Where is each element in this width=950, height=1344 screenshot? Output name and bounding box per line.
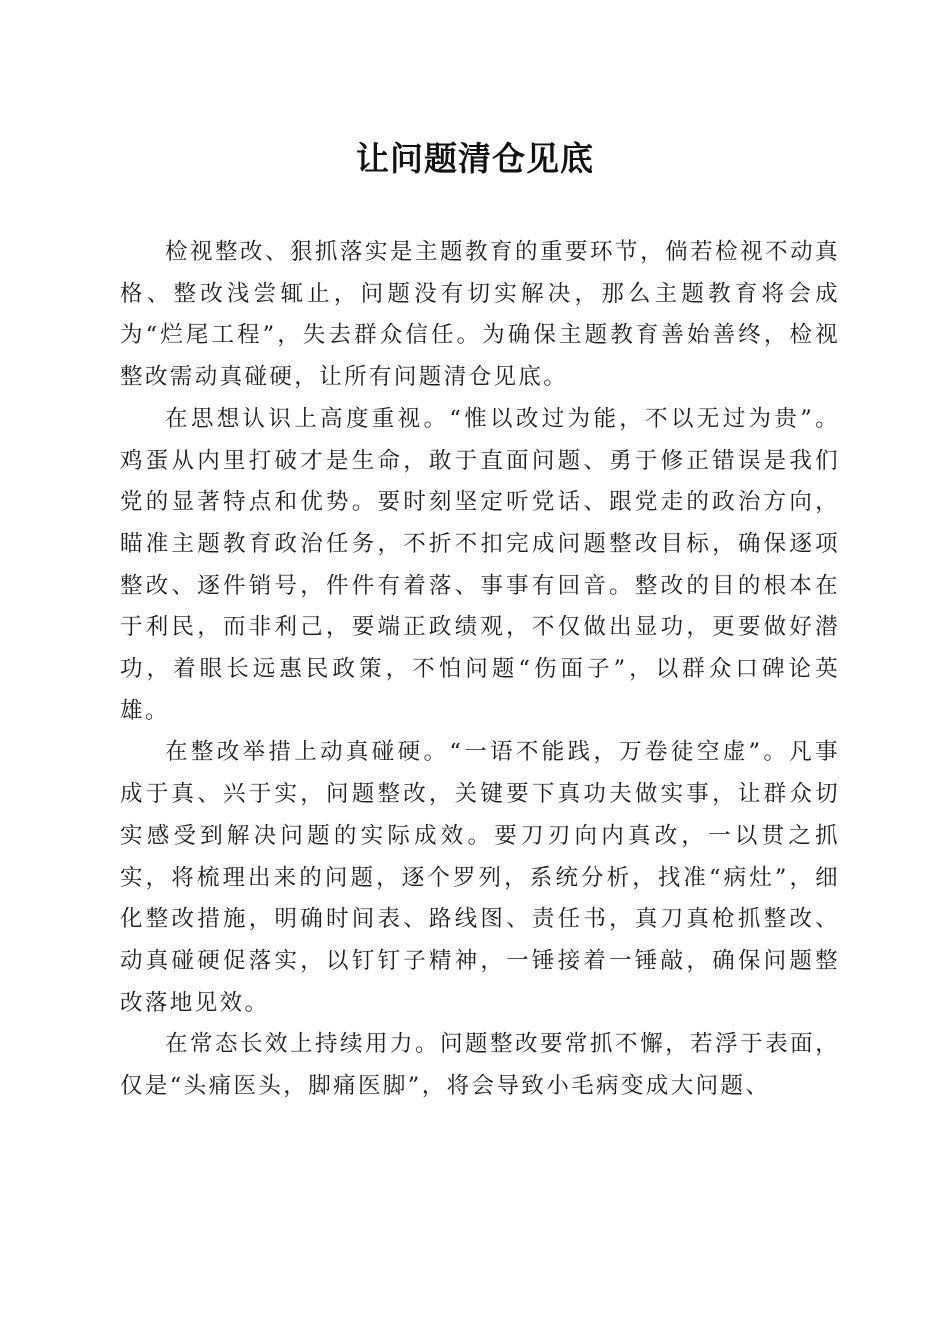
paragraph-thinking: 在思想认识上高度重视。“惟以改过为能，不以无过为贵”。鸡蛋从内里打破才是生命，敢于直面问题、勇于修正错误是我们党的显著特点和优势。要时刻坚定听党话、跟党走的政治方向，瞄准主题教育政治任务，不折不扣完成问题整改目标，确保逐项整改、逐件销号，件件有着落、事事有回音。整改的目的根本在于利民，而非利己，要端正政绩观，不仅做出显功，更要做好潜功，着眼长远惠民政策，不怕问题“伤面子”，以群众口碑论英雄。	[120, 405, 840, 724]
paragraph-long-term: 在常态长效上持续用力。问题整改要常抓不懈，若浮于表面，仅是“头痛医头，脚痛医脚”，将会导致小毛病变成大问题、	[120, 1031, 840, 1100]
paragraph-intro: 检视整改、狠抓落实是主题教育的重要环节，倘若检视不动真格、整改浅尝辄止，问题没有切实解决，那么主题教育将会成为“烂尾工程”，失去群众信任。为确保主题教育善始善终，检视整改需动真碰硬，让所有问题清仓见底。	[120, 239, 840, 391]
paragraph-measures: 在整改举措上动真碰硬。“一语不能践，万卷徒空虚”。凡事成于真、兴于实，问题整改，关键要下真功夫做实事，让群众切实感受到解决问题的实际成效。要刀刃向内真改，一以贯之抓实，将梳理出来的问题，逐个罗列，系统分析，找准“病灶”，细化整改措施，明确时间表、路线图、责任书，真刀真枪抓整改、动真碰硬促落实，以钉钉子精神，一锤接着一锤敲，确保问题整改落地见效。	[120, 739, 840, 1016]
document-body	[120, 232, 840, 1108]
document-title: 让问题清仓见底	[356, 139, 594, 178]
